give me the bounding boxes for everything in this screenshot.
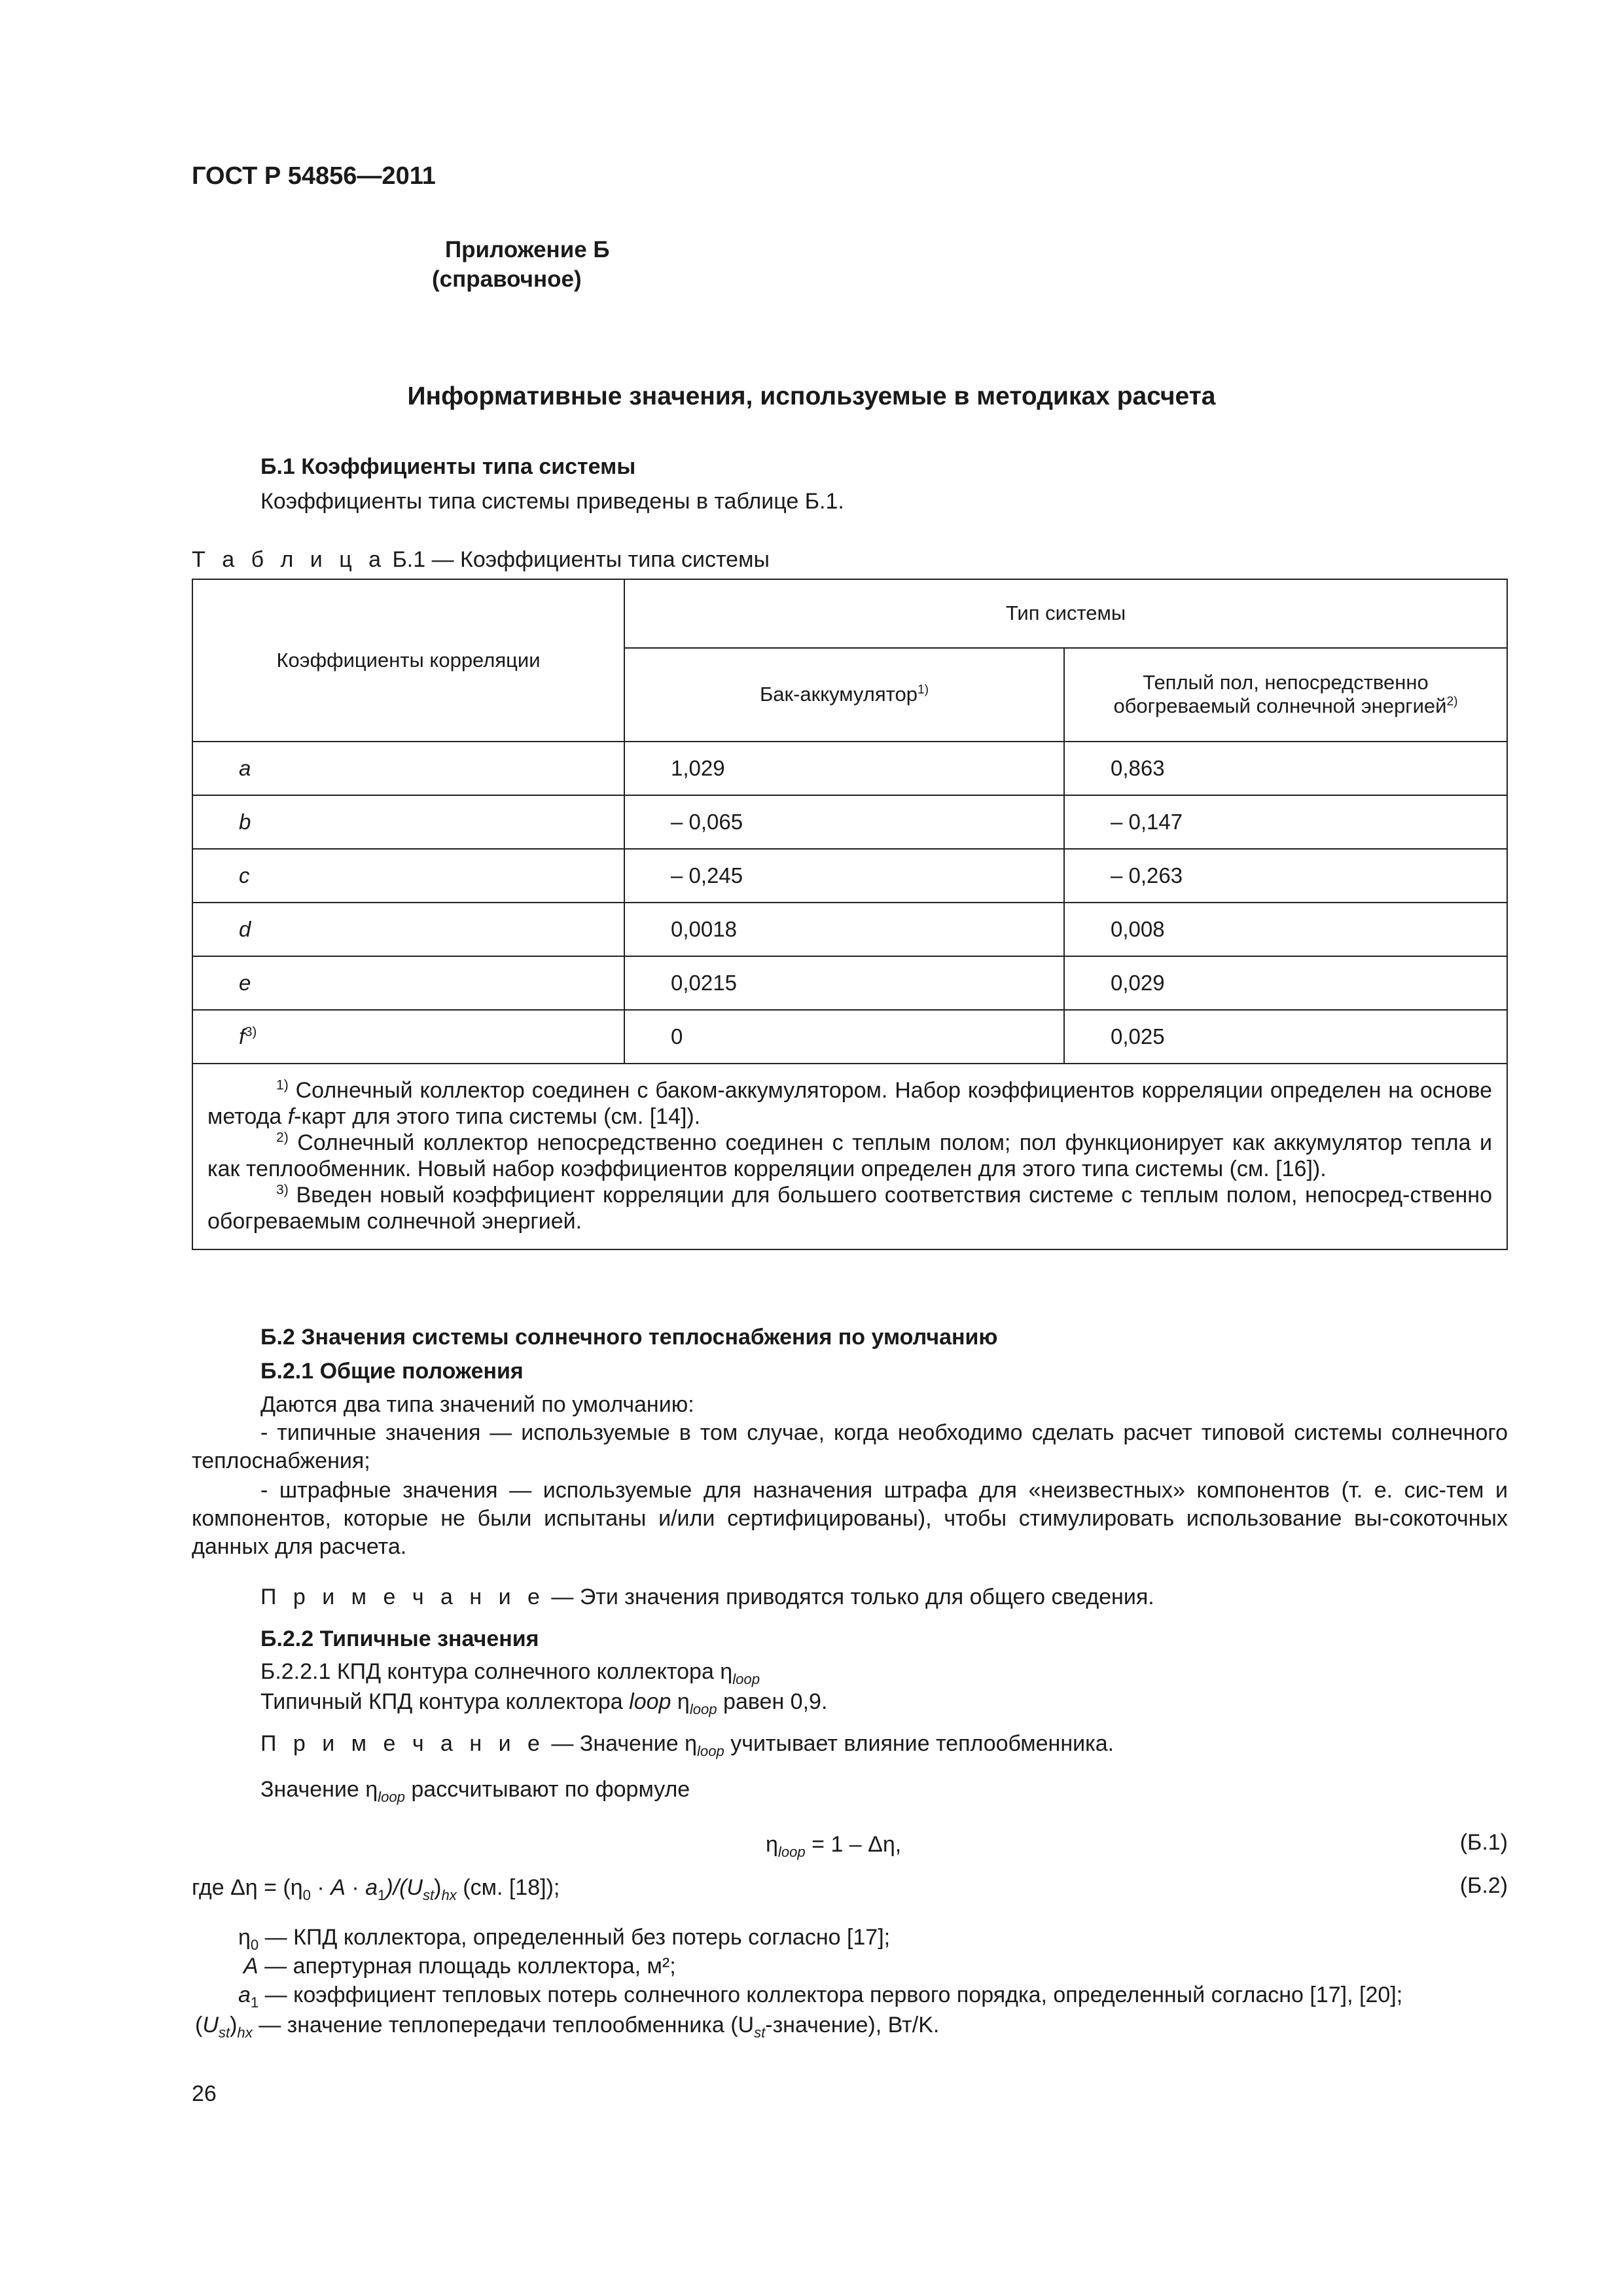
section-b1-text: Коэффициенты типа системы приведены в таблице Б.1. — [260, 489, 844, 514]
calc-text: Значение $\eta_{loop}$ рассчитывают по формуле — [260, 1777, 690, 1805]
list-item-typical: - типичные значения — используемые в том случае, когда необходимо сделать расчет типовой системы солнечного теплоснабжения; — [192, 1420, 1508, 1473]
note-2: П р и м е ч а н и е — Значение $\eta_{loop}$ учитывает влияние теплообменника. — [260, 1731, 1115, 1759]
note-1: П р и м е ч а н и е — Эти значения приводятся только для общего сведения. — [260, 1585, 1154, 1609]
formula-b1-number: (Б.1) — [1459, 1830, 1508, 1855]
def-a1: $a_1$ — коэффициент тепловых потерь солнечного коллектора первого порядка, определенный согласно [17], [20]; — [238, 1982, 1403, 2011]
def-ust: $(U_{st})_{hx}$ — значение теплопередачи теплообменника $(U_{st}-значение)$, Вт/K. — [195, 2013, 940, 2041]
standard-header: ГОСТ Р 54856—2011 — [192, 162, 436, 190]
def-eta0: $\eta_0$ — КПД коллектора, определенный без потерь согласно [17]; — [238, 1925, 891, 1953]
list-item-penalty: - штрафные значения — используемые для назначения штрафа для «неизвестных» компонентов (т. е. сис-тем и компонентов, которые не были испытаны и/или сертифицированы), чтобы стимулировать использование вы-сокоточных данных для расчета. — [192, 1478, 1508, 1559]
def-area: A — апертурная площадь коллектора, м²; — [243, 1954, 676, 1979]
header-system-type: Тип системы — [624, 579, 1507, 648]
table-row: c – 0,245 – 0,263 — [192, 849, 1507, 903]
section-b1-heading: Б.1 Коэффициенты типа системы — [260, 454, 636, 479]
table-caption — [192, 547, 770, 573]
typical-efficiency-text: Типичный КПД контура коллектора loop $\eta_{loop}$ равен 0,9. — [260, 1689, 828, 1717]
section-b221: Б.2.2.1 КПД контура солнечного коллектора $\eta_{loop}$ — [260, 1659, 760, 1687]
table-row: e 0,0215 0,029 — [192, 956, 1507, 1010]
main-title: Информативные значения, используемые в методиках расчета — [407, 382, 1216, 410]
table-row: b – 0,065 – 0,147 — [192, 795, 1507, 849]
page-number: 26 — [192, 2081, 217, 2106]
section-b21-heading: Б.2.1 Общие положения — [260, 1359, 524, 1384]
coefficients-table — [192, 579, 1508, 1250]
table-row: d 0,0018 0,008 — [192, 903, 1507, 956]
formula-b2-number: (Б.2) — [1459, 1873, 1508, 1898]
header-tank: Бак-аккумулятор$^{1)}$ — [624, 648, 1064, 742]
section-b21-text: Даются два типа значений по умолчанию: — [260, 1392, 694, 1417]
table-caption-prefix: Т а б л и ц а — [192, 547, 387, 572]
table-footnotes — [192, 1064, 1507, 1249]
appendix-title: Приложение Б — [445, 237, 610, 262]
footnote-2: $^{2)}$ Солнечный коллектор непосредственно соединен с теплым полом; пол функционирует как аккумулятор тепла и как теплообменник. Новый набор коэффициентов корреляции определен для этого типа системы (см. [16]). — [207, 1130, 1492, 1181]
table-header-row — [192, 579, 1507, 648]
appendix-subtitle: (справочное) — [432, 266, 582, 292]
section-b2-heading: Б.2 Значения системы солнечного теплоснабжения по умолчанию — [260, 1325, 998, 1350]
table-row: $f^{3)}$ 0 0,025 — [192, 1010, 1507, 1064]
table-footnotes-row — [192, 1064, 1507, 1249]
table-caption-rest: Б.1 — Коэффициенты типа системы — [386, 547, 770, 572]
footnote-1: $^{1)}$ Солнечный коллектор соединен с баком-аккумулятором. Набор коэффициентов корреляции определен на основе метода f-карт для этого типа системы (см. [14]). — [207, 1077, 1492, 1129]
formula-b1: $\eta_{loop} = 1 - \Delta\eta$, — [766, 1832, 902, 1860]
footnote-3: $^{3)}$ Введен новый коэффициент корреляции для большего соответствия системе с теплым полом, непосред-ственно обогреваемым солнечной энергией. — [207, 1182, 1492, 1234]
header-floor: Теплый пол, непосредственно обогреваемый солнечной энергией$^{2)}$ — [1064, 648, 1507, 742]
table-row: a 1,029 0,863 — [192, 742, 1507, 795]
formula-b2: где $\Delta\eta = (\eta_0 \cdot A \cdot a_1)/(U_{st})_{hx}$ (см. [18]); — [192, 1875, 560, 1903]
header-correlation: Коэффициенты корреляции — [192, 579, 624, 742]
section-b22-heading: Б.2.2 Типичные значения — [260, 1626, 539, 1651]
